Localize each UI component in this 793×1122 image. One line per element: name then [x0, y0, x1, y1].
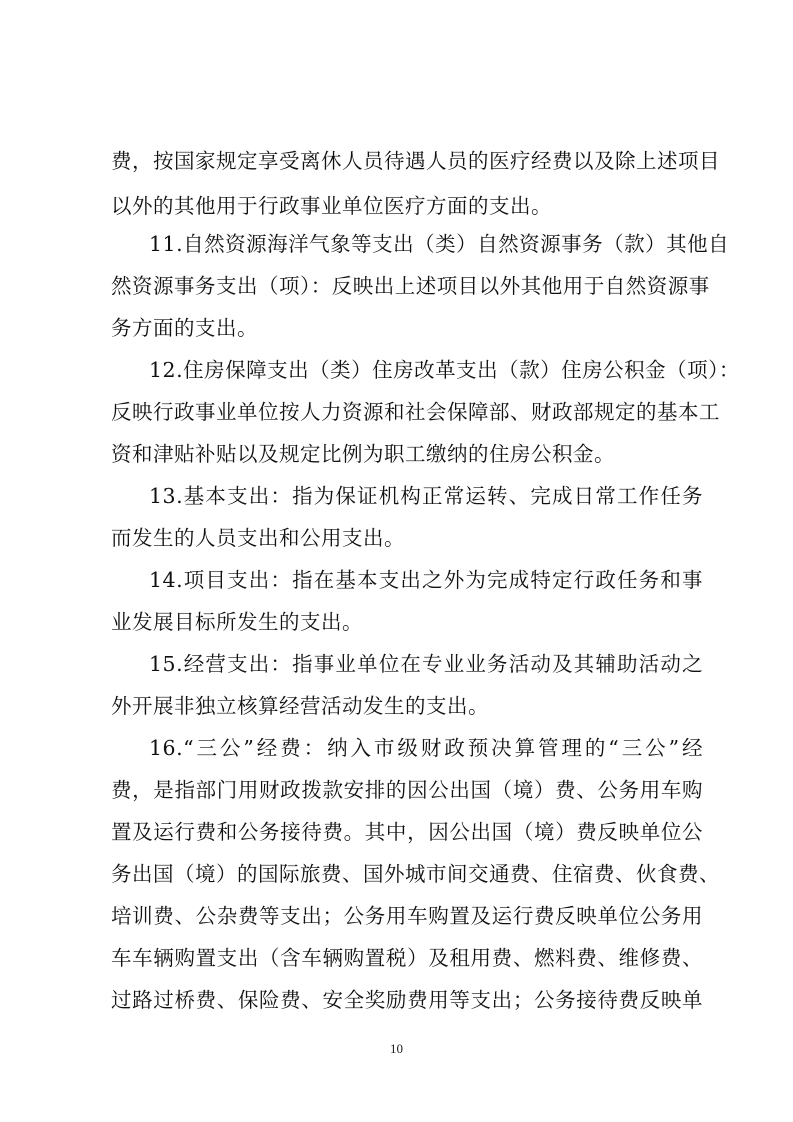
text-line: 置及运行费和公务接待费。其中，因公出国（境）费反映单位公: [111, 820, 703, 844]
text-line: 13.基本支出：指为保证机构正常运转、完成日常工作任务: [149, 484, 703, 508]
text-line: 而发生的人员支出和公用支出。: [111, 526, 405, 550]
text-line: 车车辆购置支出（含车辆购置税）及租用费、燃料费、维修费、: [111, 946, 703, 970]
text-line: 16.“三公”经费：纳入市级财政预决算管理的“三公”经: [149, 736, 703, 760]
text-line: 然资源事务支出（项）：反映出上述项目以外其他用于自然资源事: [111, 274, 710, 298]
text-line: 资和津贴补贴以及规定比例为职工缴纳的住房公积金。: [111, 442, 615, 466]
text-line: 培训费、公杂费等支出；公务用车购置及运行费反映单位公务用: [111, 904, 703, 928]
text-line: 11.自然资源海洋气象等支出（类）自然资源事务（款）其他自: [149, 232, 730, 256]
text-line: 务出国（境）的国际旅费、国外城市间交通费、住宿费、伙食费、: [111, 862, 720, 886]
text-line: 费，是指部门用财政拨款安排的因公出国（境）费、公务用车购: [111, 778, 703, 802]
text-line: 业发展目标所发生的支出。: [111, 610, 363, 634]
text-line: 务方面的支出。: [111, 316, 258, 340]
text-line: 以外的其他用于行政事业单位医疗方面的支出。: [111, 194, 552, 218]
text-line: 过路过桥费、保险费、安全奖励费用等支出；公务接待费反映单: [111, 988, 703, 1012]
text-line: 反映行政事业单位按人力资源和社会保障部、财政部规定的基本工: [111, 400, 720, 424]
page-number: 10: [390, 1041, 403, 1056]
text-line: 15.经营支出：指事业单位在专业业务活动及其辅助活动之: [149, 652, 703, 676]
text-line: 12.住房保障支出（类）住房改革支出（款）住房公积金（项）：: [149, 358, 740, 382]
text-line: 外开展非独立核算经营活动发生的支出。: [111, 694, 489, 718]
text-line: 费，按国家规定享受离休人员待遇人员的医疗经费以及除上述项目: [111, 149, 720, 173]
text-line: 14.项目支出：指在基本支出之外为完成特定行政任务和事: [149, 568, 703, 592]
